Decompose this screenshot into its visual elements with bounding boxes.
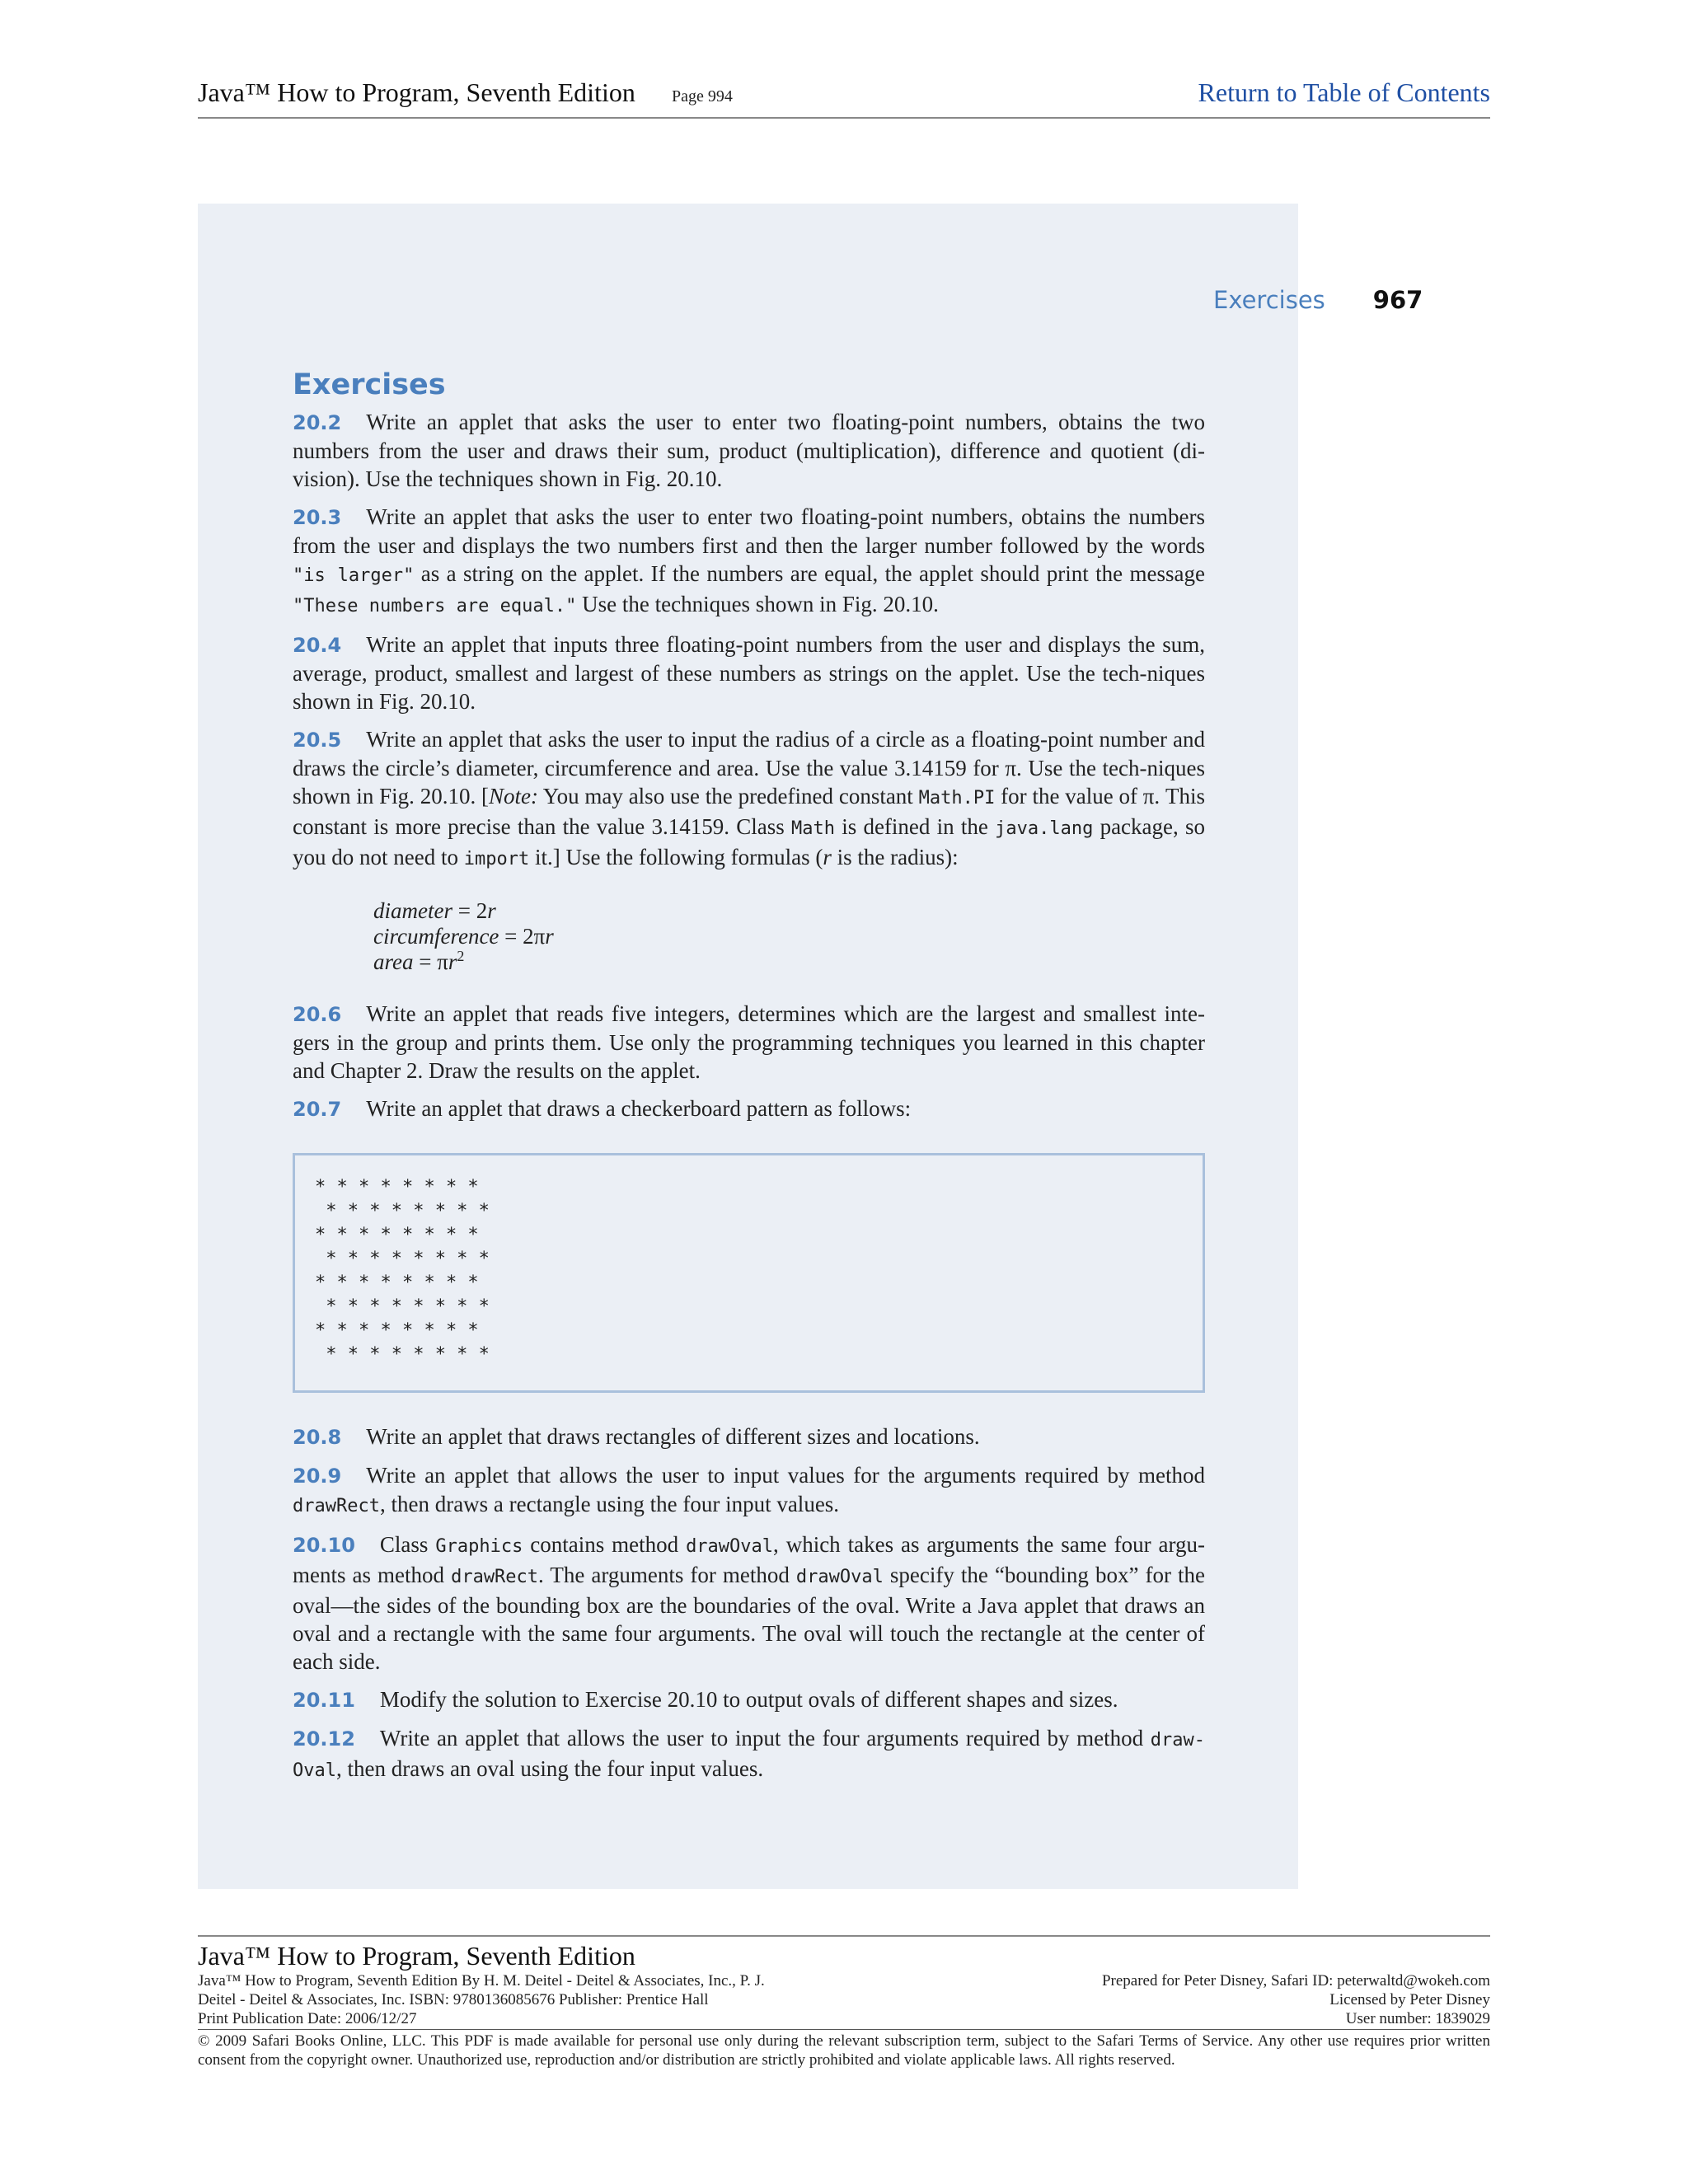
exercise-text: Write an applet that asks the user to enter two floating-point numbers, obtains the numbers from the user and displays the two numbers first and then the larger number followed by the words	[293, 504, 1205, 558]
note-label: Note:	[489, 784, 538, 808]
exercise-20-4	[293, 630, 1205, 715]
code-text: Math	[790, 818, 835, 839]
formula-variable: r	[448, 949, 457, 974]
exercise-20-8	[293, 1422, 1205, 1451]
exercise-text: as a string on the applet. If the numbers are equal, the applet should print the message	[414, 561, 1205, 586]
footer-line: Print Publication Date: 2006/12/27	[198, 2010, 417, 2027]
code-text: draw-Oval	[293, 1730, 1205, 1781]
exercise-number: 20.6	[293, 1003, 342, 1026]
exercise-number: 20.10	[293, 1534, 355, 1557]
exercise-text: , then draws an oval using the four input values.	[335, 1756, 764, 1781]
footer-info	[198, 1971, 1490, 2029]
formula-expression: = 2π	[499, 924, 546, 949]
exercise-number: 20.2	[293, 411, 342, 434]
exercise-number: 20.11	[293, 1689, 355, 1712]
exercise-20-6	[293, 1000, 1205, 1085]
exercise-text: Write an applet that reads five integers, determines which are the largest and smallest inte-gers in the group and prints them. Use only the programming techniques you learned in this chapter and Chapter 2. Draw the results on the applet.	[293, 1001, 1205, 1083]
footer-publication-info	[198, 1971, 940, 2028]
formula-label: circumference	[373, 924, 499, 949]
exercise-20-11	[293, 1685, 1205, 1714]
exercise-number: 20.5	[293, 729, 342, 752]
formula-variable: r	[487, 898, 496, 923]
page-footer	[198, 1935, 1490, 2069]
formula-exponent: 2	[457, 948, 465, 964]
exercise-text: . The arguments for method	[538, 1563, 796, 1587]
exercise-number: 20.12	[293, 1727, 355, 1750]
exercise-20-10	[293, 1530, 1205, 1675]
code-text: drawRect	[451, 1567, 539, 1587]
exercise-text: Write an applet that asks the user to enter two floating-point numbers, obtains the two numbers from the user and draws their sum, product (multiplication), difference and quotient (di-vision). Use the techniques shown in Fig. 20.10.	[293, 410, 1205, 491]
footer-line: Licensed by Peter Disney	[1329, 1991, 1490, 2008]
exercise-text: Write an applet that inputs three floating-point numbers from the user and displays the sum, average, product, smallest and largest of these numbers as strings on the applet. Use the tech-niques shown in Fig. 20.10.	[293, 632, 1205, 714]
running-head-page-number: 967	[1372, 286, 1423, 314]
code-text: "is larger"	[293, 565, 415, 586]
exercise-number: 20.4	[293, 634, 342, 657]
formula-expression: = 2	[452, 898, 488, 923]
book-page	[198, 204, 1423, 1889]
exercise-20-7	[293, 1094, 1205, 1123]
code-text: drawOval	[686, 1536, 774, 1557]
exercise-text: You may also use the predefined constant	[538, 784, 919, 808]
formula-label: diameter	[373, 898, 452, 923]
exercise-text: Write an applet that allows the user to input values for the arguments required by method	[366, 1463, 1205, 1488]
formula-circumference	[373, 924, 1205, 949]
exercise-20-12	[293, 1724, 1205, 1785]
footer-line: User number: 1839029	[1345, 2010, 1490, 2027]
exercise-text: is defined in the	[834, 814, 996, 839]
formula-diameter	[373, 898, 1205, 924]
footer-line: Prepared for Peter Disney, Safari ID: peterwaltd@wokeh.com	[1101, 1972, 1490, 1990]
page-header	[198, 77, 1490, 119]
code-text: "These numbers are equal."	[293, 596, 577, 616]
running-head-section: Exercises	[1213, 286, 1325, 314]
code-text: import	[463, 849, 530, 869]
exercise-text: specify the “bounding box” for the oval—the sides of the bounding box are the boundaries of the oval. Write a Java applet that draws an oval and a rectangle with the same four arguments. The oval will touch the rectangle at the center of each side.	[293, 1563, 1205, 1674]
return-to-toc-link[interactable]: Return to Table of Contents	[1198, 77, 1490, 107]
exercise-text: Write an applet that asks the user to input the radius of a circle as a floating-point number and draws the circle’s diameter, circumference and area. Use the value 3.14159 for π. Use the tech-niques shown in Fig. 20.10. [	[293, 727, 1205, 808]
formula-expression: = π	[413, 949, 448, 974]
code-text: drawRect	[293, 1496, 380, 1516]
exercise-text: Class	[379, 1532, 436, 1557]
code-text: Graphics	[435, 1536, 523, 1557]
footer-book-title: Java™ How to Program, Seventh Edition	[198, 1941, 635, 1971]
code-text: Math.PI	[918, 788, 996, 808]
footer-line: Java™ How to Program, Seventh Edition By H. M. Deitel - Deitel & Associates, Inc., P. J.	[198, 1972, 765, 1990]
footer-line: Deitel - Deitel & Associates, Inc. ISBN: 9780136085676 Publisher: Prentice Hall	[198, 1991, 709, 2008]
exercise-text: is the radius):	[831, 845, 959, 869]
exercise-20-9	[293, 1461, 1205, 1521]
exercise-text: for the value of π. This constant is more precise than the value 3.14159. Class	[293, 784, 1205, 839]
exercise-text: , which takes as arguments the same four argu-ments as method	[293, 1532, 1206, 1587]
page-number-label: Page 994	[672, 87, 733, 105]
exercise-number: 20.9	[293, 1465, 342, 1488]
footer-copyright: © 2009 Safari Books Online, LLC. This PDF is made available for personal use only during the relevant subscription term, subject to the Safari Terms of Service. Any other use requires prior written consent from the copyright owner. Unauthorized use, reproduction and/or distribution are strictly prohibited and violate applicable laws. All rights reserved.	[198, 2032, 1490, 2069]
exercises-content	[293, 368, 1205, 1795]
exercise-number: 20.8	[293, 1426, 342, 1449]
exercise-number: 20.3	[293, 506, 342, 529]
checkerboard-pattern: * * * * * * * * * * * * * * * * * * * * * * * * * * * * * * * * * * * * * * * * * * * * * * * * * * * * * * * * * * * * * * * *	[315, 1177, 490, 1365]
footer-license-info	[1102, 1971, 1490, 2028]
formula-area	[373, 949, 1205, 975]
formula-label: area	[373, 949, 414, 974]
running-head	[1213, 286, 1423, 314]
exercise-20-2	[293, 408, 1205, 493]
checkerboard-output-box	[293, 1153, 1205, 1393]
exercise-text: Write an applet that draws a checkerboard pattern as follows:	[366, 1096, 912, 1121]
formula-variable: r	[545, 924, 554, 949]
exercise-text: Write an applet that draws rectangles of different sizes and locations.	[366, 1424, 980, 1449]
exercise-text: it.] Use the following formulas (	[529, 845, 823, 869]
exercise-text: , then draws a rectangle using the four input values.	[379, 1492, 840, 1516]
code-text: drawOval	[795, 1567, 884, 1587]
exercise-text: package, so you do not need to	[293, 814, 1205, 869]
exercise-text: Use the techniques shown in Fig. 20.10.	[576, 592, 939, 616]
book-title: Java™ How to Program, Seventh Edition	[198, 77, 635, 107]
formulas	[373, 898, 1205, 975]
exercise-text: Write an applet that allows the user to input the four arguments required by method	[379, 1726, 1151, 1750]
exercise-20-3	[293, 503, 1205, 621]
variable-r: r	[823, 845, 832, 869]
exercise-20-5	[293, 725, 1205, 874]
footer-divider	[198, 2029, 1490, 2030]
exercise-text: Modify the solution to Exercise 20.10 to output ovals of different shapes and sizes.	[379, 1687, 1118, 1712]
exercise-number: 20.7	[293, 1098, 342, 1121]
section-title: Exercises	[293, 368, 446, 401]
code-text: java.lang	[995, 818, 1094, 839]
exercise-text: contains method	[523, 1532, 687, 1557]
footer-divider	[198, 1935, 1490, 1937]
